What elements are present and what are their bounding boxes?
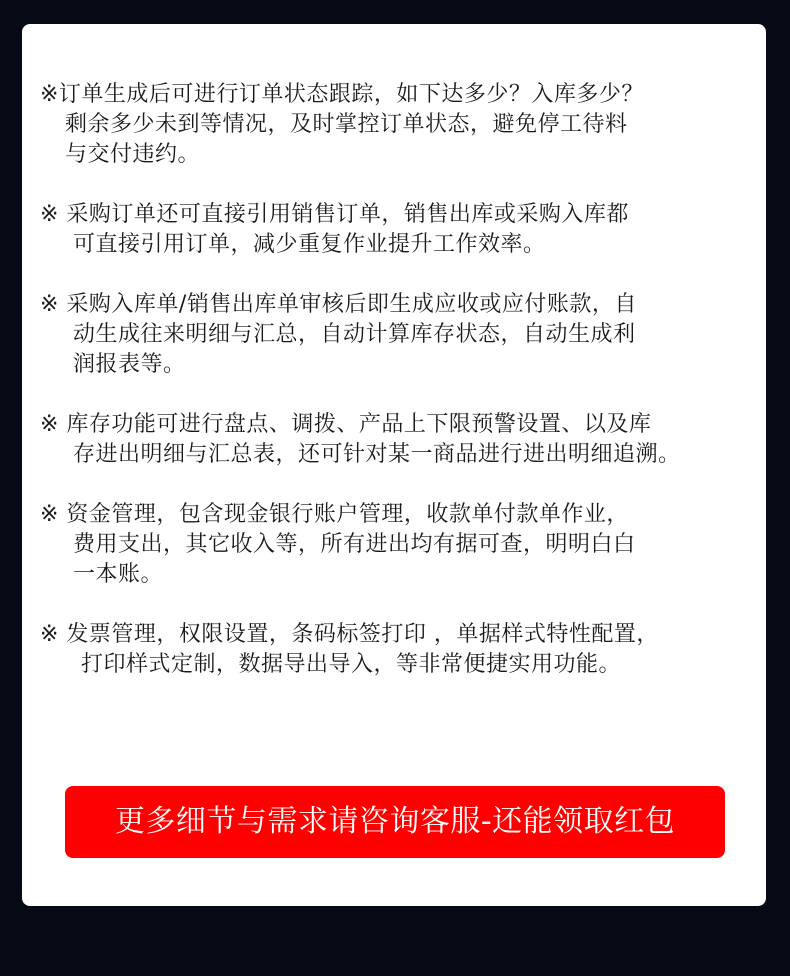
paragraph-line: ※ 库存功能可进行盘点、调拨、产品上下限预警设置、以及库 xyxy=(40,412,652,437)
feature-paragraph-order-tracking xyxy=(40,80,766,170)
paragraph-line: ※ 采购入库单/销售出库单审核后即生成应收或应付账款，自 xyxy=(40,292,637,317)
paragraph-line: 打印样式定制，数据导出导入，等非常便捷实用功能。 xyxy=(81,652,622,677)
paragraph-line: 动生成往来明细与汇总，自动计算库存状态，自动生成利 xyxy=(73,322,636,347)
paragraph-line: 与交付违约。 xyxy=(65,142,201,167)
contact-support-button[interactable]: 更多细节与需求请咨询客服-还能领取红包 xyxy=(65,786,725,858)
feature-paragraph-invoices xyxy=(40,620,766,680)
paragraph-line: ※ 发票管理，权限设置，条码标签打印 ，单据样式特性配置， xyxy=(40,622,659,647)
paragraph-line: 存进出明细与汇总表，还可针对某一商品进行进出明细追溯。 xyxy=(73,442,681,467)
paragraph-line: ※ 资金管理，包含现金银行账户管理，收款单付款单作业， xyxy=(40,502,629,527)
paragraph-line: ※ 采购订单还可直接引用销售订单，销售出库或采购入库都 xyxy=(40,202,629,227)
feature-paragraph-order-reference xyxy=(40,200,766,260)
feature-paragraph-funds xyxy=(40,500,766,590)
paragraph-line: 费用支出，其它收入等，所有进出均有据可查，明明白白 xyxy=(73,532,636,557)
feature-paragraph-accounts xyxy=(40,290,766,380)
content-card xyxy=(22,24,766,906)
paragraph-line: 剩余多少未到等情况，及时掌控订单状态，避免停工待料 xyxy=(65,112,628,137)
paragraph-line: 润报表等。 xyxy=(73,352,186,377)
paragraph-line: 可直接引用订单，减少重复作业提升工作效率。 xyxy=(73,232,546,257)
feature-paragraph-inventory xyxy=(40,410,766,470)
paragraph-line: ※订单生成后可进行订单状态跟踪，如下达多少？入库多少？ xyxy=(40,82,644,107)
paragraph-line: 一本账。 xyxy=(73,562,164,587)
